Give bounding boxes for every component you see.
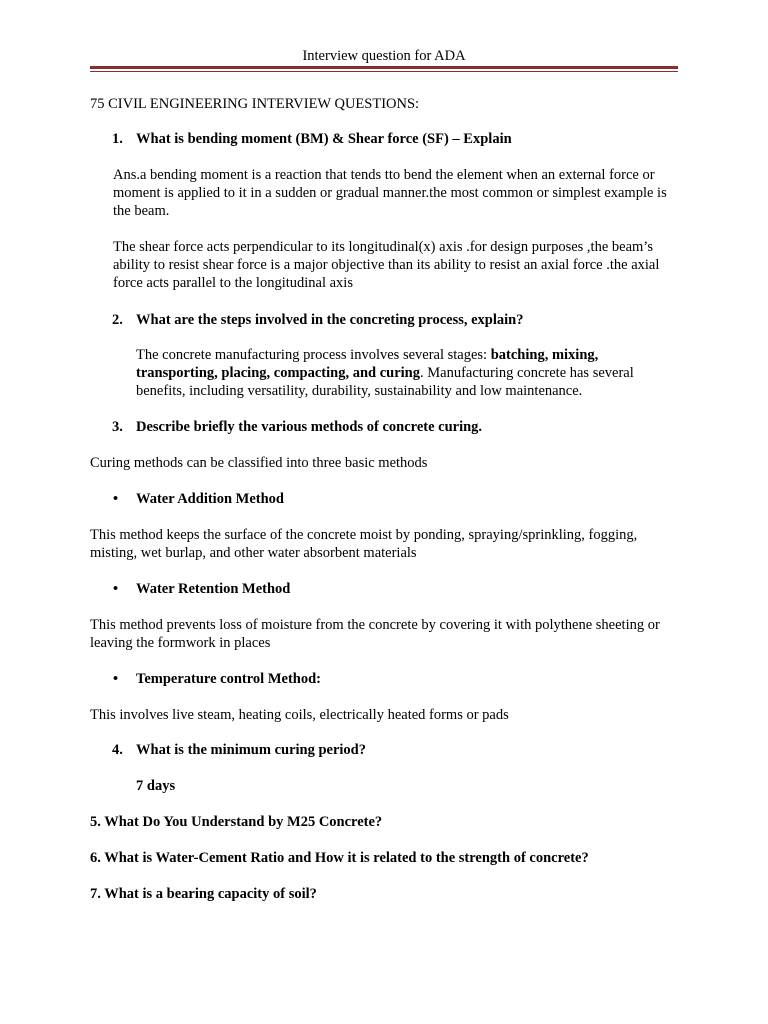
method-3-title: Temperature control Method: <box>136 671 321 687</box>
q2-number: 2. <box>112 312 123 328</box>
q4-answer: 7 days <box>136 778 176 794</box>
q2-answer-post: . Manufacturing concrete has several benefits, including versatility, durability, sustainability and low maintenance. <box>136 365 634 399</box>
q2-answer <box>136 346 664 400</box>
bullet-1: • <box>113 491 119 507</box>
q2-answer-stages: batching, mixing, transporting, placing, compacting, and curing <box>136 347 599 381</box>
q2-answer-pre: The concrete manufacturing process involves several stages: <box>136 347 491 363</box>
header-rule-thin <box>90 71 678 72</box>
document-heading: 75 CIVIL ENGINEERING INTERVIEW QUESTIONS: <box>90 96 420 112</box>
method-2-title: Water Retention Method <box>136 581 291 597</box>
q1-question: What is bending moment (BM) & Shear force (SF) – Explain <box>136 131 512 147</box>
header-rule-thick <box>90 66 678 69</box>
q1-answer-paragraph-1: Ans.a bending moment is a reaction that tends tto bend the element when an external force or moment is applied to it in a sudden or gradual manner.the most common or simplest example is the beam. <box>113 167 667 219</box>
q3-question: Describe briefly the various methods of concrete curing. <box>136 419 483 435</box>
method-1-title: Water Addition Method <box>136 491 284 507</box>
method-1-description: This method keeps the surface of the concrete moist by ponding, spraying/sprinkling, fogging, misting, wet burlap, and other water absorbent materials <box>90 527 638 561</box>
method-2-description: This method prevents loss of moisture from the concrete by covering it with polythene sheeting or leaving the formwork in places <box>90 617 660 651</box>
q1-number: 1. <box>112 131 123 147</box>
method-3-description: This involves live steam, heating coils, electrically heated forms or pads <box>90 707 509 723</box>
q7-question: 7. What is a bearing capacity of soil? <box>90 886 317 902</box>
bullet-2: • <box>113 581 119 597</box>
q6-question: 6. What is Water-Cement Ratio and How it is related to the strength of concrete? <box>90 850 589 866</box>
q4-number: 4. <box>112 742 123 758</box>
q3-number: 3. <box>112 419 123 435</box>
q2-question: What are the steps involved in the concreting process, explain? <box>136 312 524 328</box>
bullet-3: • <box>113 671 119 687</box>
page-header: Interview question for ADA <box>302 48 466 64</box>
q1-answer-paragraph-2: The shear force acts perpendicular to its longitudinal(x) axis .for design purposes ,the beam’s ability to resist shear force is a major objective than its ability to resist an axial force .the axial force acts parallel to the longitudinal axis <box>113 239 660 291</box>
q4-question: What is the minimum curing period? <box>136 742 366 758</box>
q5-question: 5. What Do You Understand by M25 Concrete? <box>90 814 383 830</box>
q3-intro: Curing methods can be classified into three basic methods <box>90 455 428 471</box>
